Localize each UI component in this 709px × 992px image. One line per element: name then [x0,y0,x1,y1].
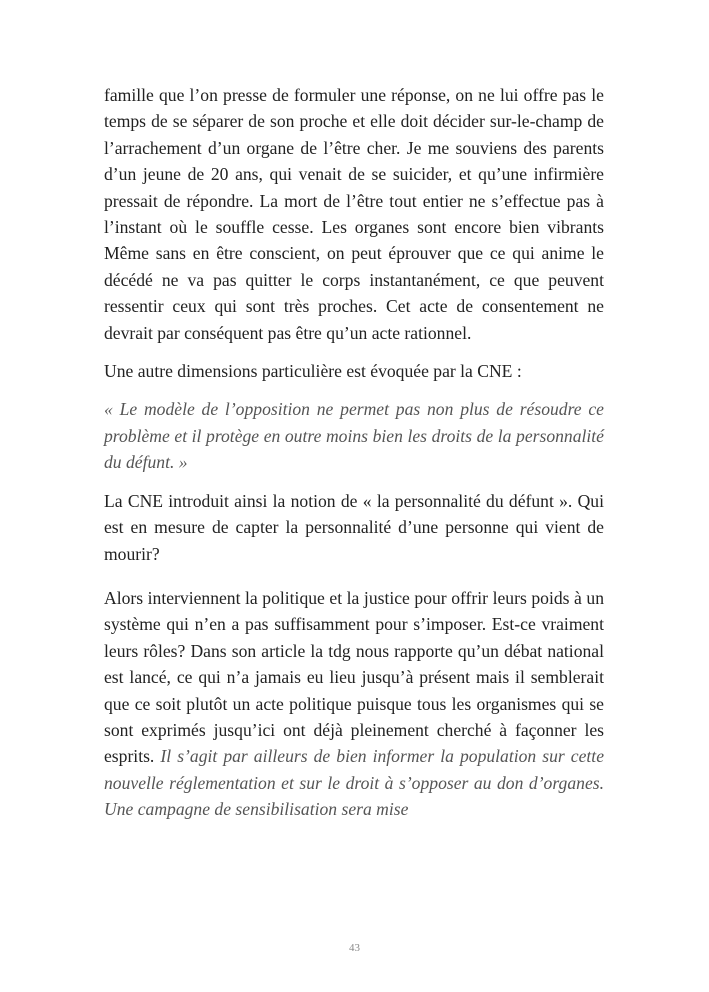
information-campaign-text: Il s’agit par ailleurs de bien informer la population sur cette nouvelle réglementation et sur le droit à s’opposer au don d’organes. Une campagne de sensibilisation sera mise [104,746,605,820]
cne-quote: « Le modèle de l’opposition ne permet pas non plus de résoudre ce problème et il protège en outre moins bien les droits de la personnalité du défunt. » [104,399,604,473]
politics-text: Alors interviennent la politique et la justice pour offrir leurs poids à un système qui n’en a pas suffisamment pour s’imposer. Est-ce vraiment leurs rôles? Dans son article la tdg nous rapporte qu’un débat national est lancé, ce qui n’a jamais eu lieu jusqu’à présent mais il semblerait que ce soit plutôt un acte politique puisque tous les organismes qui se sont exprimés jusqu’ici ont déjà pleinement cherché à façonner les esprits. [104,587,604,767]
page-number: 43 [349,942,360,954]
paragraph-politics-justice [104,585,604,823]
paragraph-organ-consent: famille que l’on presse de formuler une réponse, on ne lui offre pas le temps de se séparer de son proche et elle doit décider sur-le-champ de l’arrachement d’un organe de l’être cher. Je me souviens des parents d’un jeune de 20 ans, qui venait de se suicider, et qu’une infirmière pressait de répondre. La mort de l’être tout entier ne s’effectue pas à l’instant où le souffle cesse. Les organes sont encore bien vibrants Même sans en être conscient, on peut éprouver que ce qui anime le décédé ne va pas quitter le corps instantanément, ce que peuvent ressentir ceux qui sont très proches. Cet acte de consentement ne devrait par conséquent pas être qu’un acte rationnel. [104,85,604,343]
page-body [104,82,604,823]
paragraph-cne-dimension: Une autre dimensions particulière est évoquée par la CNE : [104,361,522,382]
paragraph-personality: La CNE introduit ainsi la notion de « la personnalité du défunt ». Qui est en mesure de capter la personnalité d’une personne qui vient de mourir? [104,490,604,564]
